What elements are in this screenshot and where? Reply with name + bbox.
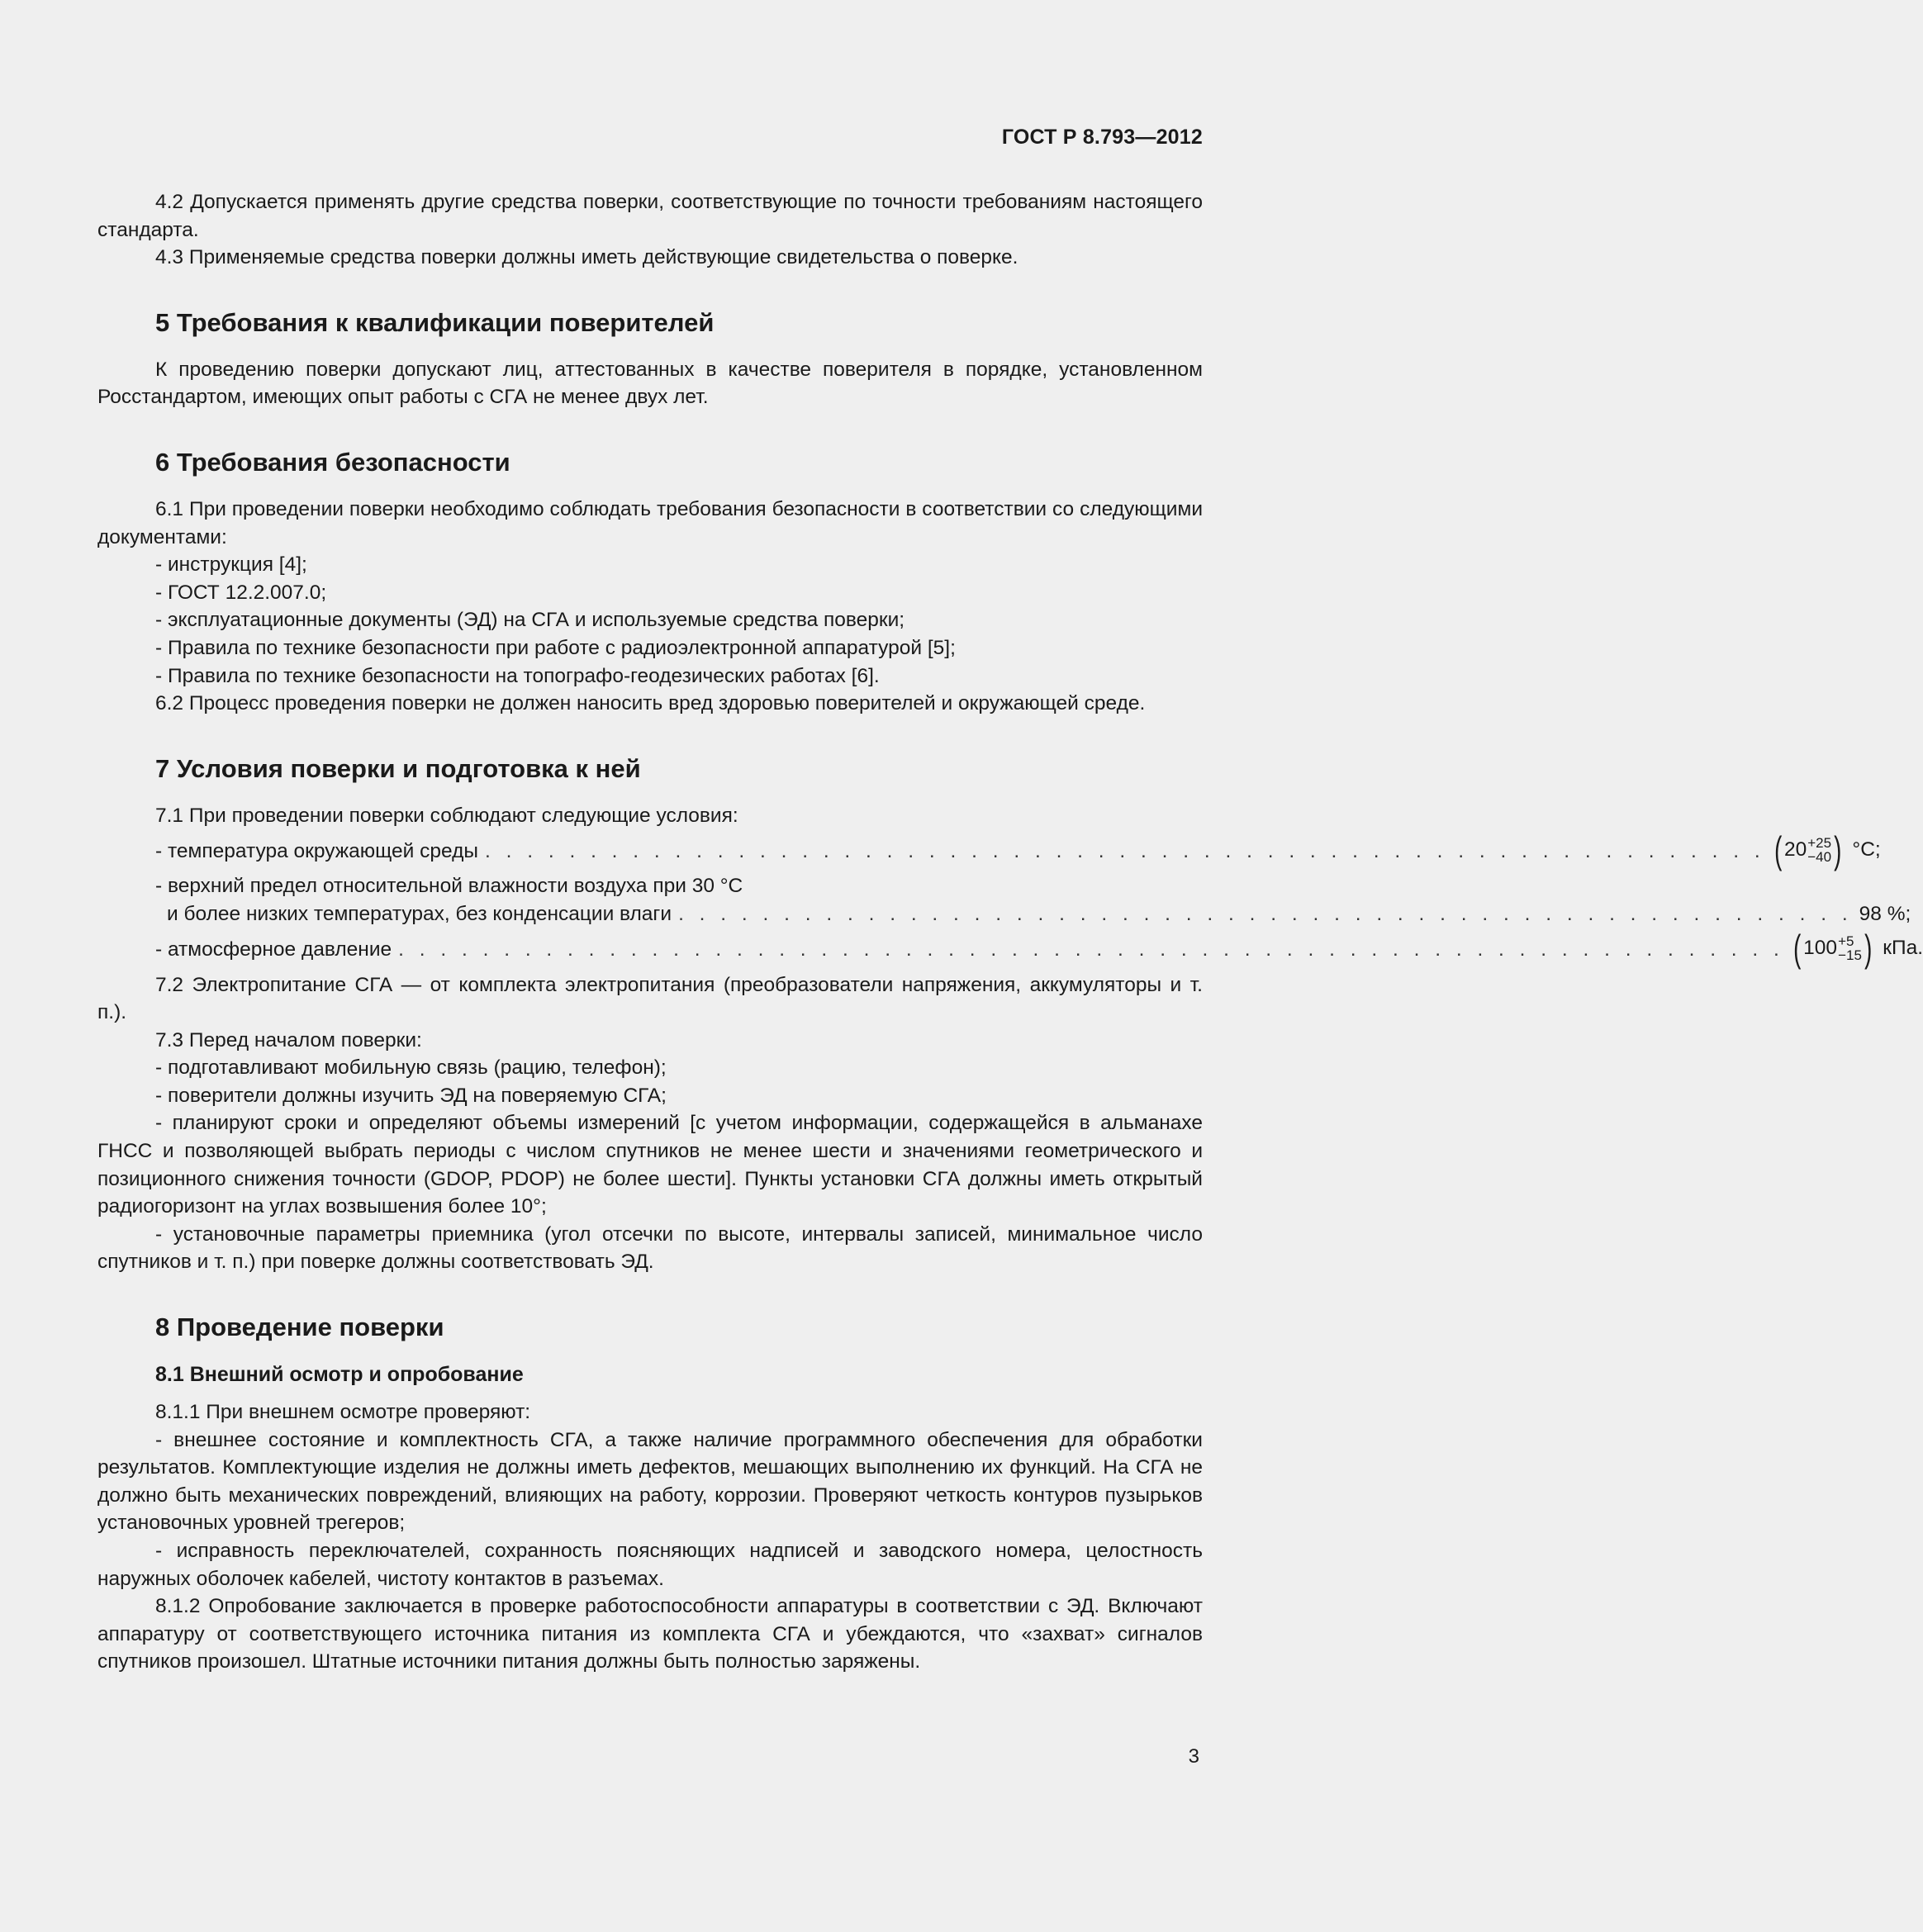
list-item-planning: - планируют сроки и определяют объемы измерений [с учетом информации, содержащейся в альманахе ГНСС и позволяющей выбрать периоды с числом спутников не менее шести и значениями геометрического и позиционного снижения точности (GDOP, PDOP) не более шести]. Пункты установки СГА должны иметь открытый радиогоризонт на углах возвышения более 10°;: [97, 1112, 1203, 1218]
list-item-switches: - исправность переключателей, сохранность поясняющих надписей и заводского номера, целостность наружных оболочек кабелей, чистоту контактов в разъемах.: [97, 1540, 1203, 1590]
section-5-text: К проведению поверки допускают лиц, аттестованных в качестве поверителя в порядке, установленном Росстандартом, имеющих опыт работы с СГА не менее двух лет.: [97, 358, 1203, 409]
condition-label: - температура окружающей среды: [155, 839, 478, 862]
paragraph-8-1-2: 8.1.2 Опробование заключается в проверке работоспособности аппаратуры в соответствии с ЭД. Включают аппаратуру от соответствующего источника питания из комплекта СГА и убеждаются, что «захват» сигналов спутников произошел. Штатные источники питания должны быть полностью заряжены.: [97, 1595, 1203, 1673]
condition-value: 98 %;: [1859, 902, 1911, 925]
paragraph-4-3: 4.3 Применяемые средства поверки должны иметь действующие свидетельства о поверке.: [155, 246, 1018, 269]
section-6-heading: 6 Требования безопасности: [155, 447, 510, 477]
list-item: - ГОСТ 12.2.007.0;: [155, 581, 327, 604]
list-item: - эксплуатационные документы (ЭД) на СГА и используемые средства поверки;: [155, 609, 905, 632]
condition-label: и более низких температурах, без конденсации влаги: [167, 902, 672, 925]
subsection-8-1-heading: 8.1 Внешний осмотр и опробование: [155, 1363, 524, 1387]
condition-value: ( 20 +25 −40 ) °C;: [1773, 828, 1881, 872]
section-5-heading: 5 Требования к квалификации поверителей: [155, 307, 715, 337]
condition-temperature: [97, 828, 1881, 872]
leader-dots: . . . . . . . . . . . . . . . . . . . . . . . . . . . . . . . . . . . . . . . . . . . . . . . . . . . . . . . . . . . . . . . . . .: [398, 938, 1784, 961]
list-item-receiver-params: - установочные параметры приемника (угол отсечки по высоте, интервалы записей, минимальное число спутников и т. п.) при поверке должны соответствовать ЭД.: [97, 1222, 1203, 1274]
list-item: - инструкция [4];: [155, 553, 307, 577]
paragraph-7-3: 7.3 Перед началом поверки:: [155, 1028, 422, 1051]
list-item: - Правила по технике безопасности на топографо-геодезических работах [6].: [155, 664, 880, 687]
paragraph-8-1-1: 8.1.1 При внешнем осмотре проверяют:: [155, 1401, 531, 1424]
paragraph-6-2: 6.2 Процесс проведения поверки не должен наносить вред здоровью поверителей и окружающей среде.: [155, 692, 1146, 715]
list-item: - подготавливают мобильную связь (рацию, телефон);: [155, 1056, 667, 1080]
section-7-heading: 7 Условия поверки и подготовка к ней: [155, 753, 641, 783]
document-id-header: ГОСТ Р 8.793—2012: [1001, 126, 1203, 149]
leader-dots: . . . . . . . . . . . . . . . . . . . . . . . . . . . . . . . . . . . . . . . . . . . . . . . . . . . . . . . . . . . . .: [485, 839, 1765, 862]
condition-humidity: [97, 900, 1911, 928]
paragraph-4-2: 4.2 Допускается применять другие средства поверки, соответствующие по точности требованиям настоящего стандарта.: [97, 191, 1203, 241]
paragraph-6-1: 6.1 При проведении поверки необходимо соблюдать требования безопасности в соответствии со следующими документами:: [97, 497, 1203, 548]
condition-humidity-line1: - верхний предел относительной влажности воздуха при 30 °C: [155, 875, 743, 898]
paragraph-7-2: 7.2 Электропитание СГА — от комплекта электропитания (преобразователи напряжения, аккумуляторы и т. п.).: [97, 973, 1203, 1024]
list-item: - поверители должны изучить ЭД на поверяемую СГА;: [155, 1084, 667, 1107]
condition-pressure: [97, 927, 1923, 971]
section-8-heading: 8 Проведение поверки: [155, 1313, 444, 1342]
condition-value: ( 100 +5 −15 ) кПа.: [1792, 927, 1923, 971]
paragraph-7-1: 7.1 При проведении поверки соблюдают следующие условия:: [155, 804, 738, 827]
leader-dots: . . . . . . . . . . . . . . . . . . . . . . . . . . . . . . . . . . . . . . . . . . . . . . . . . . . . . . . .: [678, 902, 1853, 925]
page-number: 3: [1188, 1745, 1199, 1768]
condition-label: - атмосферное давление: [155, 938, 392, 961]
list-item-external-state: - внешнее состояние и комплектность СГА, а также наличие программного обеспечения для обработки результатов. Комплектующие изделия не должны иметь дефектов, мешающих выполнению их функций. На СГА не должно быть механических повреждений, влияющих на работу, коррозии. Проверяют четкость контуров пузырьков установочных уровней трегеров;: [97, 1428, 1203, 1535]
document-body: [97, 188, 1923, 1676]
list-item: - Правила по технике безопасности при работе с радиоэлектронной аппаратурой [5];: [155, 636, 956, 659]
